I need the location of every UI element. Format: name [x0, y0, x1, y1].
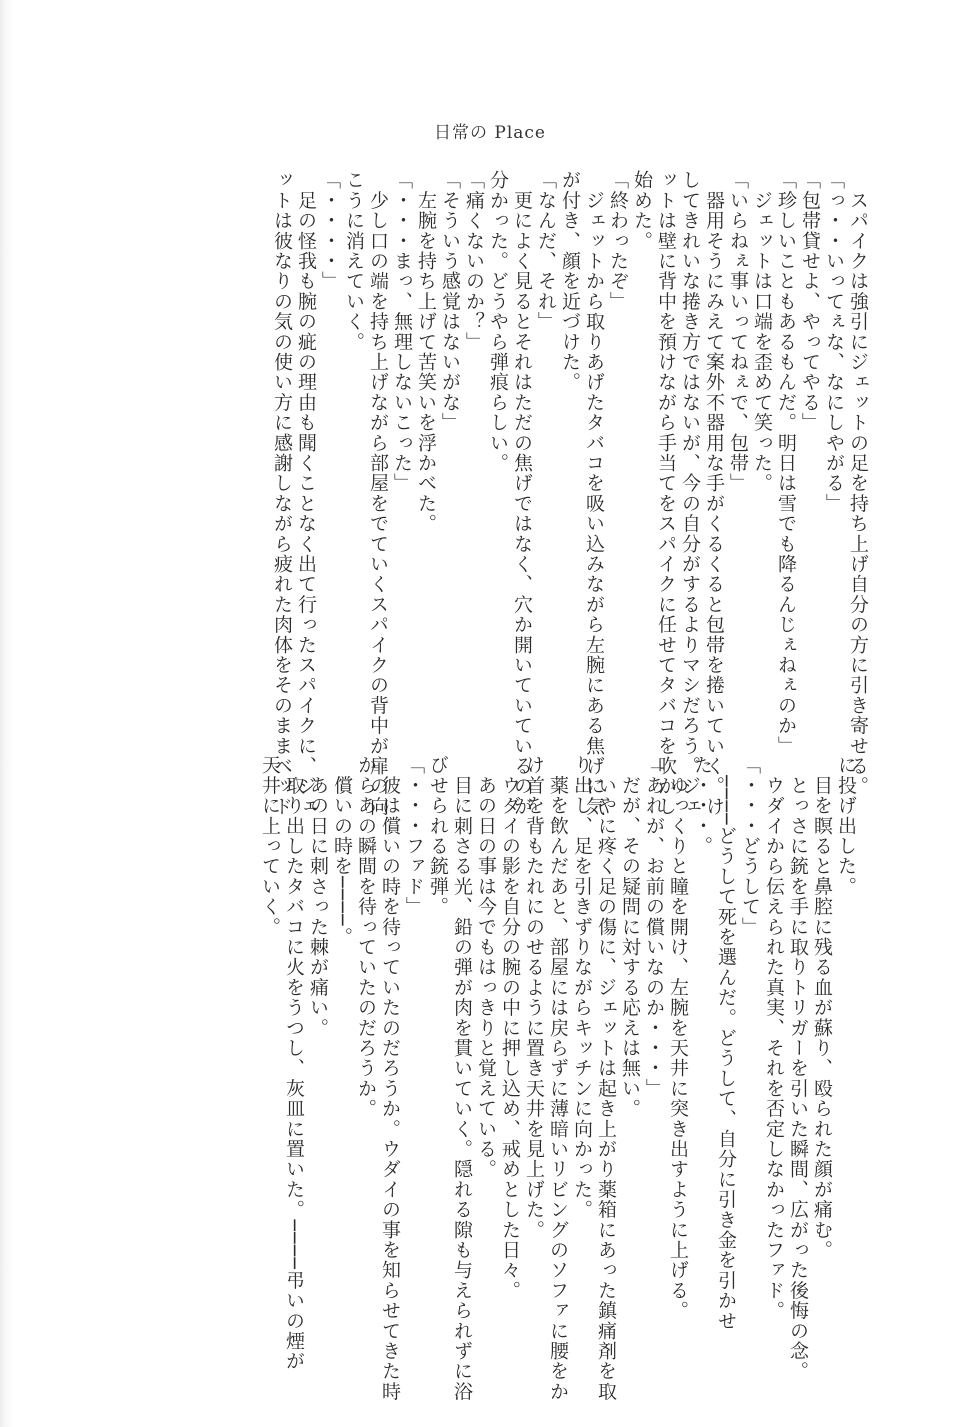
- text-line: 左腕を持ち上げて苦笑いを浮かべた。: [415, 170, 437, 534]
- text-line: が付き、顔を近づけた。: [559, 170, 581, 393]
- scan-left-edge-shadow: [0, 0, 14, 1427]
- text-line: してきれいな捲き方ではないが、今の自分がするよりマシだろう。ジェ: [679, 170, 701, 817]
- text-line: 「・・・・」: [319, 170, 341, 292]
- page-title: 日常の Place: [434, 123, 546, 143]
- text-line: 「・・・ファド」: [403, 755, 425, 917]
- text-line: ットは壁に背中を預けながら手当てをスパイクに任せてタバコを吹かし: [655, 170, 677, 817]
- text-line: からあの瞬間を待っていたのだろうか。: [355, 755, 377, 1119]
- text-line: ジェットから取りあげたタバコを吸い込みながら左腕にある焦げに気: [583, 170, 605, 817]
- text-line: 器用そうにみえて案外不器用な手がくるくると包帯を捲いていく。け: [703, 170, 725, 817]
- text-line: 「っ・・いってぇな、なにしやがる」: [823, 170, 845, 514]
- text-line: 「終わったぞ」: [607, 170, 629, 312]
- text-line: 償いの時を────。: [331, 755, 353, 947]
- text-line: た・・・。: [691, 755, 713, 856]
- text-line: 天井に上っていく。: [259, 755, 281, 937]
- text-line: だが、その疑問に対する応えは無い。: [619, 755, 641, 1119]
- text-line: ゆっくりと瞳を開け、左腕を天井に突き出すように上げる。: [667, 755, 689, 1321]
- text-line: こうに消えていく。: [343, 170, 365, 352]
- text-line: 分かった。どうやら弾痕らしい。: [487, 170, 509, 473]
- text-line: 「・・・まっ、無理しないこった」: [391, 170, 413, 494]
- text-line: 「そういう感覚はないがな」: [439, 170, 461, 433]
- text-line: 「珍しいこともあるもんだ。明日は雪でも降るんじぇねぇのか」: [775, 170, 797, 756]
- text-line: あの日の事は今でもはっきりと覚えている。: [475, 755, 497, 1180]
- text-line: あの日に刺さった棘が痛い。: [307, 755, 329, 1038]
- text-line: 彼は償いの時を待っていたのだろうか。ウダイの事を知らせてきた時: [379, 755, 401, 1402]
- text-line: 取り出したタバコに火をうつし、灰皿に置いた。────弔いの煙が: [283, 755, 305, 1372]
- text-line: ウダイから伝えられた真実、それを否定しなかったファド。: [763, 755, 785, 1321]
- text-line: 「・・・どうして」: [739, 755, 761, 937]
- text-line: いやに疼く足の傷に、ジェットは起き上がり薬箱にあった鎮痛剤を取: [595, 755, 617, 1402]
- text-line: とっさに銃を手に取りトリガーを引いた瞬間、広がった後悔の念。: [787, 755, 809, 1382]
- text-line: 目に刺さる光、鉛の弾が肉を貫いていく。隠れる隙も与えられずに浴: [451, 755, 473, 1402]
- text-line: 少し口の端を持ち上げながら部屋をでていくスパイクの背中が扉の向: [367, 170, 389, 817]
- text-line: け首を背もたれにのせるように置き天井を見上げた。: [523, 755, 545, 1240]
- text-line: 更によく見るとそれはただの焦げではなく、穴か開いていているのが: [511, 170, 533, 817]
- text-line: 「なんだ、それ」: [535, 170, 557, 332]
- text-line: 始めた。: [631, 170, 653, 251]
- text-line: ウダイの影を自分の腕の中に押し込め、戒めとした日々。: [499, 755, 521, 1301]
- text-line: 足の怪我も腕の疵の理由も聞くことなく出て行ったスパイクに、ジェ: [295, 170, 317, 817]
- text-line: に投げ出した。: [835, 755, 857, 897]
- text-line: 「痛くないのか？」: [463, 170, 485, 352]
- text-line: ットは彼なりの気の使い方に感謝しながら疲れた肉体をそのままベッド: [271, 170, 293, 817]
- text-line: 「あれが、お前の償いなのか・・・」: [643, 755, 665, 1099]
- text-line: 目を瞑ると鼻腔に残る血が蘇り、殴られた顔が痛む。: [811, 755, 833, 1260]
- text-line: 「いらねぇ事いってねぇで、包帯」: [727, 170, 749, 494]
- text-line: 薬を飲んだあと、部屋には戻らずに薄暗いリビングのソファに腰をか: [547, 755, 569, 1402]
- text-line: びせられる銃弾。: [427, 755, 449, 917]
- text-line: 「包帯貸せよ、やってやる」: [799, 170, 821, 433]
- text-line: スパイクは強引にジェットの足を持ち上げ自分の方に引き寄せる。: [847, 170, 869, 797]
- text-line: ────どうして死を選んだ。どうして、自分に引き金を引かせ: [715, 755, 737, 1331]
- text-line: ジェットは口端を歪めて笑った。: [751, 170, 773, 494]
- text-line: り出し、足を引きずりながらキッチンに向かった。: [571, 755, 593, 1220]
